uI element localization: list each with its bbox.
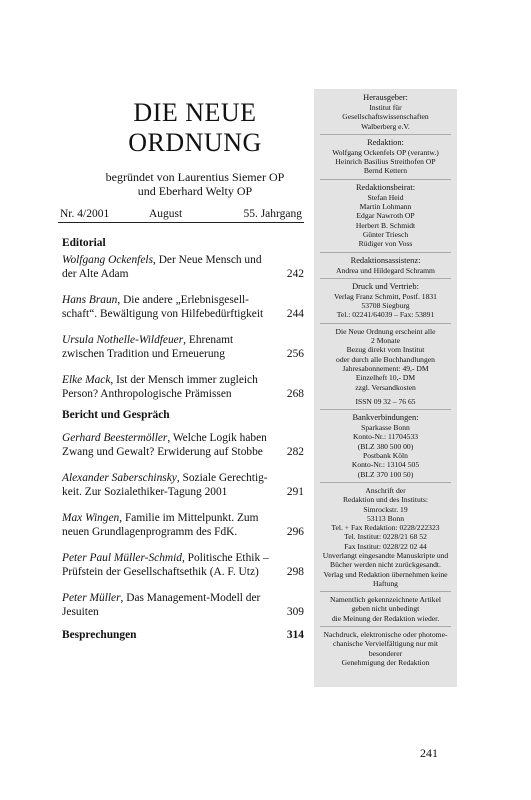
divider	[320, 323, 451, 324]
bank-line: Konto-Nr.: 13104 505	[351, 460, 420, 470]
issue-volume: 55. Jahrgang	[243, 208, 302, 220]
publisher-line: Institut für	[369, 103, 402, 112]
toc-page: 242	[286, 268, 304, 280]
toc-title: , Ist der Mensch immer zugleich Person? Anthropologische Prämissen	[62, 374, 258, 400]
issue-number: Nr. 4/2001	[60, 208, 110, 220]
notice-line: Bücher werden nicht zurückgesandt.	[330, 560, 441, 570]
subscription-line: Bezug direkt vom Institut	[346, 345, 425, 355]
toc-entry	[62, 551, 304, 579]
toc-title: , Familie im Mittelpunkt. Zum neuen Grundlagenprogramm des FdK.	[62, 512, 259, 538]
section-heading-reviews	[62, 628, 304, 642]
board-member: Rüdiger von Voss	[358, 239, 413, 249]
editor-line: Heinrich Basilius Streithofen OP	[335, 157, 436, 167]
toc-entry	[62, 431, 304, 459]
bank-block	[318, 413, 453, 479]
print-line: Tel.: 02241/64039 – Fax: 53891	[336, 310, 435, 320]
notice-line: die Meinung der Redaktion wieder.	[331, 613, 440, 623]
bank-line: Konto-Nr.: 11704533	[352, 432, 419, 442]
notice-line: geben nicht unbedingt	[351, 604, 420, 614]
toc-entry	[62, 253, 304, 281]
publisher-line: Walberberg e.V.	[361, 121, 410, 131]
divider	[320, 591, 451, 592]
toc-entry	[62, 591, 304, 619]
publisher-line: Gesellschaftswissenschaften	[342, 112, 429, 122]
address-line: Simrockstr. 19	[363, 504, 408, 514]
divider	[320, 482, 451, 483]
editors-block	[318, 138, 453, 176]
board-member: Günter Triesch	[362, 229, 409, 239]
publisher-block	[318, 89, 453, 131]
reprint-notice	[318, 630, 453, 667]
print-line: Verlag Franz Schmitt, Postf. 1831	[334, 291, 437, 301]
toc-author: Ursula Nothelle-Wildfeuer	[62, 334, 184, 346]
address-line: Tel. Institut: 0228/21 68 52	[344, 532, 427, 542]
print-line: 53708 Siegburg	[361, 301, 410, 311]
address-heading: Anschrift der	[365, 485, 406, 495]
manuscript-notice	[318, 551, 453, 588]
toc-page: 314	[286, 629, 304, 641]
toc-page: 291	[286, 486, 304, 498]
editor-line: Wolfgang Ockenfels OP (verantw.)	[332, 147, 439, 157]
address-line: Tel. + Fax Redaktion: 0228/222323	[331, 523, 440, 533]
toc-entry	[62, 373, 304, 401]
divider	[320, 278, 451, 279]
toc-page: 244	[286, 308, 304, 320]
toc-entry	[62, 471, 304, 499]
imprint-sidebar	[314, 89, 457, 687]
section-heading-report: Bericht und Gespräch	[62, 409, 170, 421]
toc-author: Peter Paul Müller-Schmid	[62, 552, 182, 564]
assistant-line: Andrea und Hildegard Schramm	[336, 265, 435, 275]
toc-title: , Die andere „Erlebnisgesell-schaft“. Bewältigung von Hilfebedürftigkeit	[62, 294, 264, 320]
print-heading: Druck und Vertrieb:	[352, 281, 419, 291]
section-heading-editorial: Editorial	[62, 237, 106, 249]
page-number: 241	[420, 746, 438, 760]
toc-page: 268	[286, 388, 304, 400]
toc-page: 282	[286, 446, 304, 458]
bank-line: (BLZ 380 500 00)	[357, 441, 414, 451]
toc-author: Wolfgang Ockenfels	[62, 254, 154, 266]
toc-author: Max Wingen	[62, 512, 120, 524]
divider	[320, 179, 451, 180]
founders	[85, 170, 305, 198]
signed-articles-notice	[318, 595, 453, 623]
toc-title: , Politische Ethik – Prüfstein der Gesellschaftsethik (A. F. Utz)	[62, 552, 269, 578]
bank-line: (BLZ 370 100 50)	[357, 469, 414, 479]
toc-title: , Ehrenamt zwischen Tradition und Erneuerung	[62, 334, 234, 360]
subscription-line: Die Neue Ordnung erscheint alle	[335, 326, 436, 336]
notice-line: Verlag und Redaktion übernehmen keine	[323, 569, 448, 579]
notice-line: Namentlich gekennzeichnete Artikel	[330, 595, 441, 605]
toc-title: , Das Management-Modell der Jesuiten	[62, 592, 261, 618]
journal-title	[85, 98, 305, 158]
board-member: Stefan Heid	[367, 192, 404, 202]
toc-author: Hans Braun	[62, 294, 118, 306]
toc-author: Alexander Saberschinsky	[62, 472, 177, 484]
toc-page: 296	[286, 526, 304, 538]
assistant-heading: Redaktionsassistenz:	[350, 255, 421, 265]
bank-heading: Bankverbindungen:	[352, 413, 419, 423]
toc-title: , Der Neue Mensch und der Alte Adam	[62, 254, 262, 280]
subscription-line: oder durch alle Buchhandlungen	[336, 354, 435, 364]
toc-author: Elke Mack	[62, 374, 111, 386]
subscription-block	[318, 327, 453, 406]
editors-heading: Redaktion:	[367, 137, 404, 147]
founders-line-1: begründet von Laurentius Siemer OP	[105, 170, 285, 184]
bank-line: Sparkasse Bonn	[361, 423, 410, 433]
toc-page: 256	[286, 348, 304, 360]
toc-title: , Welche Logik haben Zwang und Gewalt? Erwiderung auf Stobbe	[62, 432, 267, 458]
title-line-1: DIE NEUE	[133, 98, 257, 127]
subscription-line: zzgl. Versandkosten	[355, 382, 416, 392]
notice-line: Nachdruck, elektronische oder photome-	[323, 630, 448, 640]
divider	[320, 409, 451, 410]
notice-line: Genehmigung der Redaktion	[341, 657, 430, 667]
toc-page: 309	[286, 606, 304, 618]
toc-entry	[62, 293, 304, 321]
toc-author: Gerhard Beestermöller	[62, 432, 168, 444]
address-line: Fax Institut: 0228/22 02 44	[344, 541, 427, 551]
toc-title: , Soziale Gerechtig-keit. Zur Sozialethiker-Tagung 2001	[62, 472, 268, 498]
toc-entry	[62, 333, 304, 361]
board-member: Edgar Nawroth OP	[356, 211, 415, 221]
divider	[320, 626, 451, 627]
notice-line: besonderer	[368, 648, 403, 658]
bank-line: Postbank Köln	[363, 451, 408, 461]
founders-line-2: und Eberhard Welty OP	[137, 184, 253, 198]
issn: ISSN 09 32 – 76 65	[355, 396, 416, 406]
assistant-block	[318, 256, 453, 275]
board-heading: Redaktionsbeirat:	[355, 182, 416, 192]
publisher-heading: Herausgeber:	[363, 93, 408, 102]
divider	[320, 252, 451, 253]
address-block	[318, 486, 453, 551]
subscription-line: 2 Monate	[371, 336, 400, 346]
notice-line: chanische Vervielfältigung nur mit	[332, 639, 439, 649]
title-line-2: ORDNUNG	[128, 128, 262, 157]
issue-line	[58, 207, 304, 223]
toc-author: Peter Müller	[62, 592, 121, 604]
toc-entry	[62, 511, 304, 539]
board-member: Herbert B. Schmidt	[355, 220, 416, 230]
notice-line: Haftung	[373, 578, 398, 588]
divider	[320, 134, 451, 135]
subscription-line: Jahresabonnement: 49,- DM	[342, 363, 429, 373]
notice-line: Unverlangt eingesandte Manuskripte und	[322, 550, 449, 560]
table-of-contents	[62, 236, 304, 645]
issue-month: August	[149, 208, 183, 220]
board-member: Martin Lohmann	[359, 202, 412, 212]
address-line: 53113 Bonn	[366, 513, 405, 523]
reviews-label: Besprechungen	[62, 629, 137, 641]
board-block	[318, 183, 453, 249]
editor-line: Bernd Kettern	[363, 166, 408, 176]
subscription-line: Einzelheft 10,- DM	[355, 373, 416, 383]
toc-page: 298	[286, 566, 304, 578]
address-line: Redaktion und des Instituts:	[342, 495, 428, 505]
print-block	[318, 282, 453, 320]
